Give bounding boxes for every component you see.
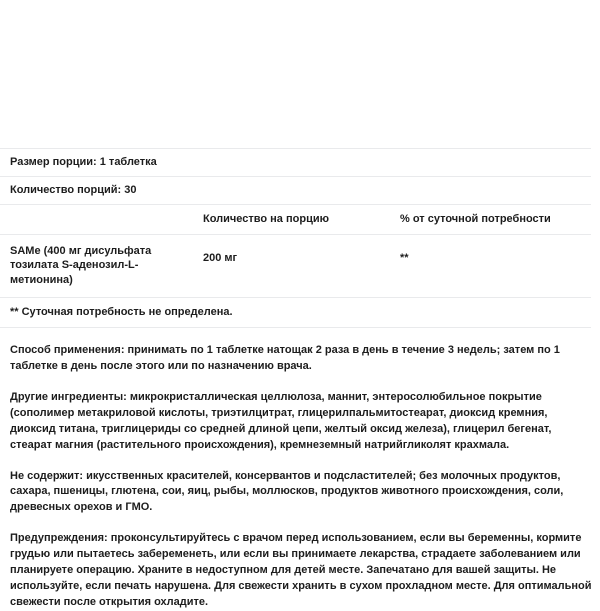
top-spacer xyxy=(0,0,600,148)
table-row-footnote xyxy=(0,298,591,328)
free-from-paragraph: Не содержит: икусственных красителей, консервантов и подсластителей; без молочных продуктов, сахара, пшеницы, глютена, сои, яиц, рыбы, моллюсков, продуктов животного происхождения, соли, древесных орехов и ГМО. xyxy=(10,469,564,514)
table-header-row xyxy=(0,204,591,234)
nutrient-daily-value: ** xyxy=(400,251,409,264)
servings-per-container-label: Количество порций: 30 xyxy=(10,183,137,196)
body-copy xyxy=(0,343,600,611)
column-header-name xyxy=(0,204,197,234)
warnings-paragraph: Предупреждения: проконсультируйтесь с врачом перед использованием, если вы беременны, кормите грудью или пытаетесь забеременеть, или если вы принимаете лекарства, страдаете заболеванием или планируете операцию. Храните в недоступном для детей месте. Запечатано для вашей защиты. Не используйте, если печать нарушена. Для свежести хранить в сухом прохладном месте. Для оптимальной свежести после открытия охладите. xyxy=(10,532,592,609)
nutrient-amount: 200 мг xyxy=(203,251,238,264)
table-row-servings-per-container xyxy=(0,176,591,204)
column-header-percent-daily-value: % от суточной потребности xyxy=(400,212,551,225)
serving-size-label: Размер порции: 1 таблетка xyxy=(10,156,157,168)
nutrient-name: SAMe (400 мг дисульфата тозилата S-аденозил-L-метионина) xyxy=(10,244,152,287)
table-row-serving-size xyxy=(0,149,591,177)
daily-value-footnote: ** Суточная потребность не определена. xyxy=(10,306,233,319)
other-ingredients-paragraph: Другие ингредиенты: микрокристаллическая целлюлоза, маннит, энтеросолюбильное покрытие (сополимер метакриловой кислоты, триэтилцитрат, глицерилпальмитостеарат, диоксид кремния, диоксид титана, триглицериды со средней длиной цепи, желтый оксид железа), глицерил бегенат, стеарат магния (растительного происхождения), кремнеземный натрийгликолят крахмала. xyxy=(10,390,552,451)
table-row xyxy=(0,234,591,298)
column-header-amount-per-serving: Количество на порцию xyxy=(203,212,329,225)
usage-paragraph: Способ применения: принимать по 1 таблетке натощак 2 раза в день в течение 3 недель; затем по 1 таблетке в день после этого или по назначению врача. xyxy=(10,343,560,372)
supplement-facts-table xyxy=(0,148,591,328)
